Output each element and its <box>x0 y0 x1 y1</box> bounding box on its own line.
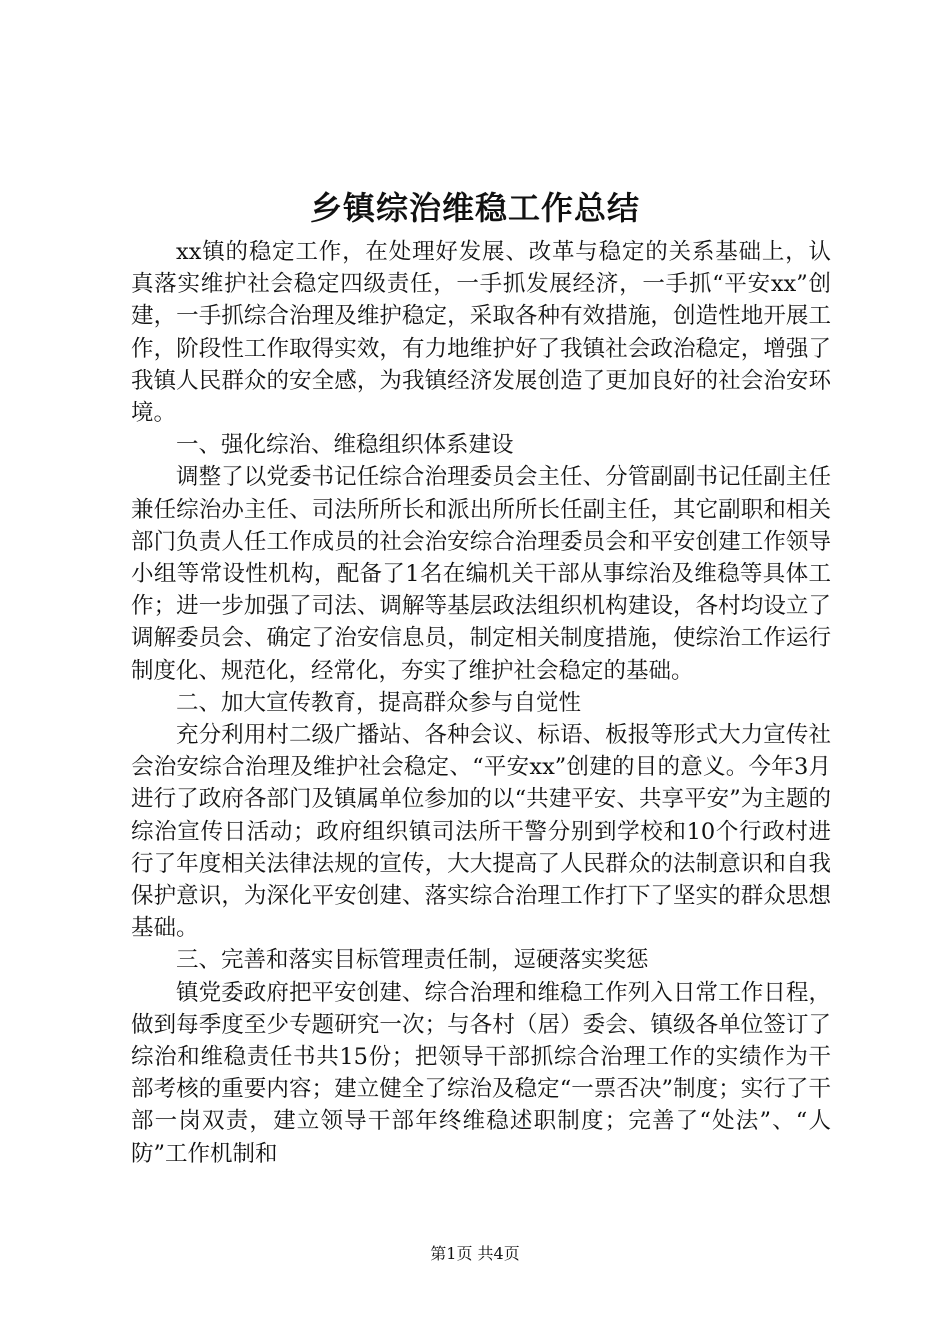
section-heading-3: 三、完善和落实目标管理责任制，逗硬落实奖惩 <box>176 947 649 974</box>
paragraph-section-2: 充分利用村二级广播站、各种会议、标语、板报等形式大力宣传社会治安综合治理及维护社会稳定、“平安xx”创建的目的意义。今年3月进行了政府各部门及镇属单位参加的以“共建平安、共享平安”为主题的综治宣传日活动；政府组织镇司法所干警分别到学校和10个行政村进行了年度相关法律法规的宣传，大大提高了人民群众的法制意识和自我保护意识，为深化平安创建、落实综合治理工作打下了坚实的群众思想基础。 <box>131 722 831 942</box>
paragraph-section-1: 调整了以党委书记任综合治理委员会主任、分管副副书记任副主任兼任综治办主任、司法所所长和派出所所长任副主任，其它副职和相关部门负责人任工作成员的社会治安综合治理委员会和平安创建工作领导小组等常设性机构，配备了1名在编机关干部从事综治及维稳等具体工作；进一步加强了司法、调解等基层政法组织机构建设，各村均设立了调解委员会、确定了治安信息员，制定相关制度措施，使综治工作运行制度化、规范化，经常化，夯实了维护社会稳定的基础。 <box>131 464 831 684</box>
paragraph-section-3: 镇党委政府把平安创建、综合治理和维稳工作列入日常工作日程，做到每季度至少专题研究一次；与各村（居）委会、镇级各单位签订了综治和维稳责任书共15份；把领导干部抓综合治理工作的实绩作为干部考核的重要内容；建立健全了综治及稳定“一票否决”制度；实行了干部一岗双责，建立领导干部年终维稳述职制度；完善了“处法”、“人防”工作机制和 <box>131 979 831 1167</box>
paragraph-intro: xx镇的稳定工作，在处理好发展、改革与稳定的关系基础上，认真落实维护社会稳定四级责任，一手抓发展经济，一手抓“平安xx”创建，一手抓综合治理及维护稳定，采取各种有效措施，创造性地开展工作，阶段性工作取得实效，有力地维护好了我镇社会政治稳定，增强了我镇人民群众的安全感，为我镇经济发展创造了更加良好的社会治安环境。 <box>131 239 831 427</box>
document-title: 乡镇综治维稳工作总结 <box>309 189 640 227</box>
document-body <box>131 236 831 1170</box>
section-heading-2: 二、加大宣传教育，提高群众参与自觉性 <box>176 689 582 716</box>
page-number-footer: 第1页 共4页 <box>430 1244 520 1263</box>
section-heading-1: 一、强化综治、维稳组织体系建设 <box>176 432 514 459</box>
